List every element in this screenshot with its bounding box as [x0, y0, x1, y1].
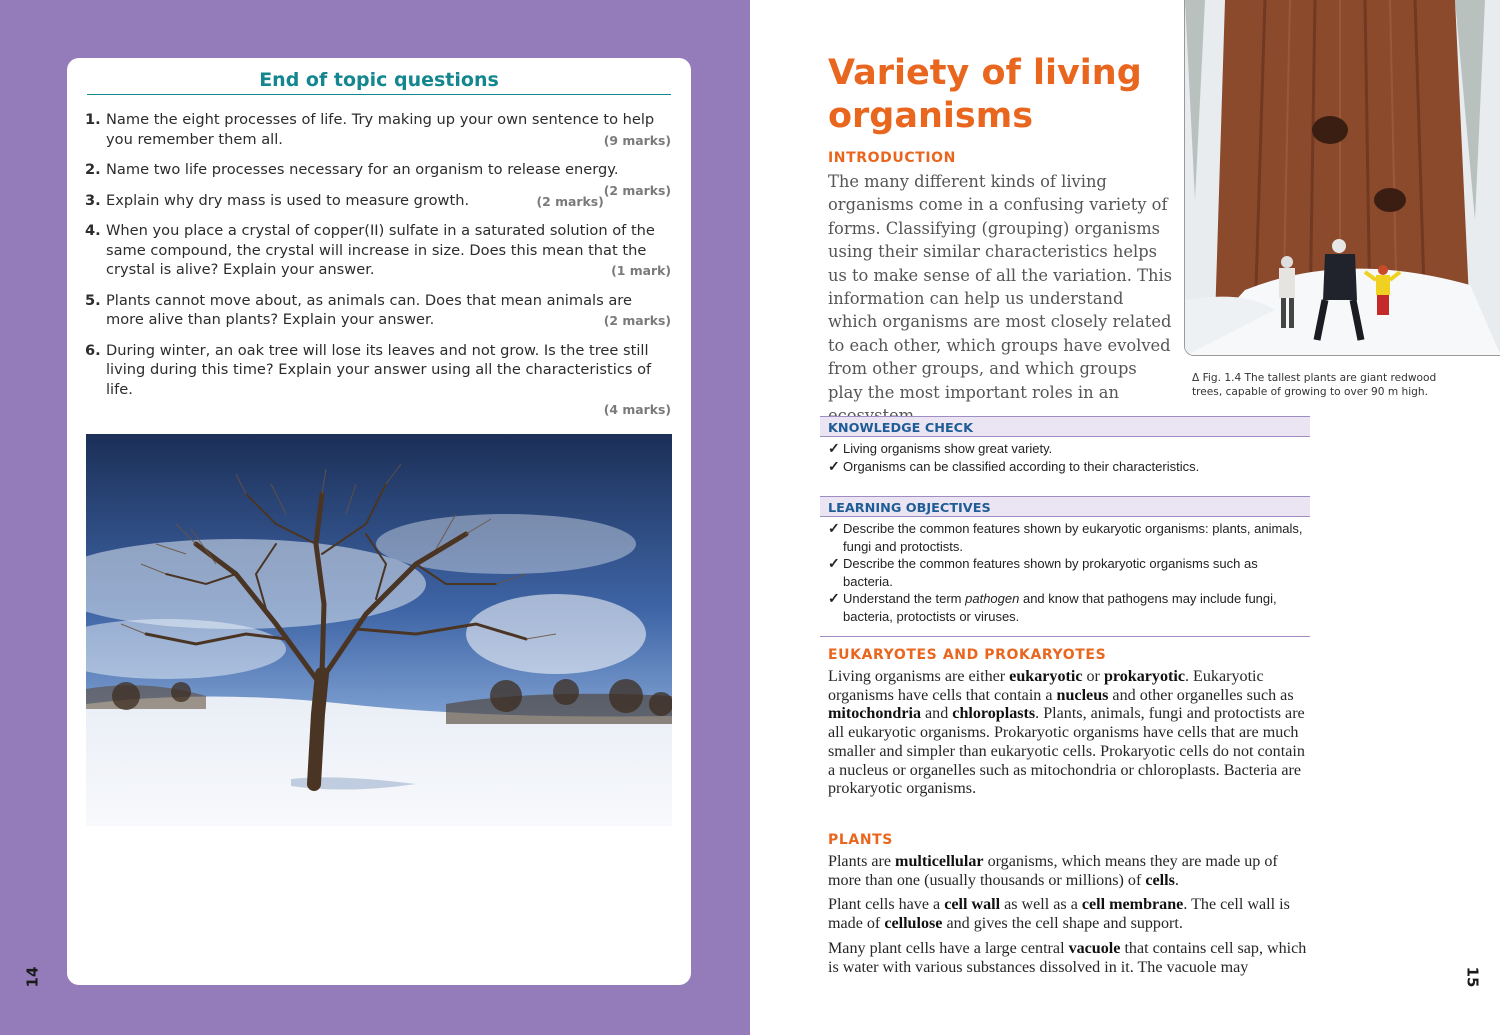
check-icon: ✓	[828, 440, 840, 456]
plants-text: Plants are multicellular organisms, which means they are made up of more than one (usually thousands or millions) of cells. Plant cells have a cell wall as well as a cell membrane. The cell wall is made of cellulose and gives the cell shape and support. Many plant cells have a large central vacuole that contains cell sap, which is water with various substances dissolved in it. The vacuole may	[828, 853, 1307, 976]
introduction-heading: INTRODUCTION	[828, 150, 956, 166]
list-item-text: Living organisms show great variety.	[843, 441, 1053, 456]
question-item	[87, 191, 671, 211]
question-text: Plants cannot move about, as animals can. Does that mean animals are more alive than plants? Explain your answer.	[106, 291, 632, 328]
list-item-text: Organisms can be classified according to their characteristics.	[843, 458, 1200, 474]
plants-heading: PLANTS	[828, 832, 893, 848]
check-icon: ✓	[828, 590, 840, 606]
question-list	[87, 110, 671, 431]
check-icon: ✓	[828, 520, 840, 536]
learning-objectives-box	[820, 496, 1310, 637]
question-text: Name two life processes necessary for an organism to release energy.	[106, 161, 619, 178]
check-icon: ✓	[828, 457, 840, 474]
question-number: 4.	[85, 222, 101, 239]
page-number-right: 15	[1463, 966, 1482, 988]
question-item	[87, 341, 671, 420]
question-item	[87, 110, 671, 149]
question-text: When you place a crystal of copper(II) sulfate in a saturated solution of the same compound, the crystal will increase in size. Does this mean that the crystal is alive? Explain your answer.	[106, 222, 655, 278]
list-item	[828, 520, 1310, 555]
knowledge-check-list	[820, 437, 1310, 475]
question-text: Name the eight processes of life. Try making up your own sentence to help you remember them all.	[106, 111, 655, 148]
list-item-text: Understand the term pathogen and know that pathogens may include fungi, bacteria, protoctists or viruses.	[843, 591, 1277, 624]
question-marks: (4 marks)	[603, 402, 671, 417]
question-marks: (2 marks)	[536, 193, 604, 209]
question-marks: (2 marks)	[603, 182, 671, 198]
list-item	[828, 590, 1310, 625]
term-pathogen: pathogen	[965, 591, 1020, 606]
question-marks: (9 marks)	[603, 132, 671, 148]
figure-caption: Δ Fig. 1.4 The tallest plants are giant redwood trees, capable of growing to over 90 m high.	[1192, 372, 1437, 398]
knowledge-check-box	[820, 416, 1310, 475]
page-number-left: 14	[23, 966, 42, 988]
title-divider	[87, 94, 671, 95]
eukaryotes-heading: EUKARYOTES AND PROKARYOTES	[828, 647, 1107, 663]
question-text: Explain why dry mass is used to measure growth.	[106, 191, 470, 209]
question-number: 6.	[85, 341, 101, 359]
redwood-tree-photo	[1184, 0, 1500, 356]
question-text: During winter, an oak tree will lose its leaves and not grow. Is the tree still living during this time? Explain your answer using all the characteristics of life.	[106, 341, 652, 398]
question-number: 3.	[85, 191, 101, 209]
introduction-text: The many different kinds of living organisms come in a confusing variety of forms. Classifying (grouping) organisms using their similar characteristics helps us to make sense of all the variation. This information can help us understand which organisms are most closely related to each other, which groups have evolved from other groups, and which groups play the most important roles in an	[828, 172, 1173, 402]
box-divider	[820, 636, 1310, 637]
question-item	[85, 160, 671, 198]
learning-objectives-list	[820, 517, 1310, 625]
list-item-text: Describe the common features shown by eukaryotic organisms: plants, animals, fungi and protoctists.	[843, 521, 1303, 554]
page-title: Variety of living organisms	[828, 53, 1142, 136]
question-item	[87, 221, 671, 280]
list-item	[828, 440, 1310, 458]
check-icon: ✓	[828, 555, 840, 571]
question-item	[87, 291, 671, 330]
list-item	[828, 555, 1310, 590]
question-number: 1.	[85, 111, 101, 128]
list-item-text: Describe the common features shown by prokaryotic organisms such as bacteria.	[843, 556, 1258, 589]
end-of-topic-title: End of topic questions	[259, 69, 499, 91]
question-number: 5.	[85, 291, 101, 309]
oak-tree-photo	[86, 434, 672, 826]
knowledge-check-heading: KNOWLEDGE CHECK	[820, 416, 1310, 437]
question-number: 2.	[85, 161, 101, 178]
end-of-topic-card	[67, 58, 691, 985]
list-item	[828, 458, 1310, 476]
question-marks: (2 marks)	[603, 313, 671, 328]
question-marks: (1 mark)	[611, 263, 671, 278]
learning-objectives-heading: LEARNING OBJECTIVES	[820, 496, 1310, 517]
eukaryotes-text: Living organisms are either eukaryotic or prokaryotic. Eukaryotic organisms have cells that contain a nucleus and other organelles such as mitochondria and chloroplasts. Plants, animals, fungi and protoctists are all eukaryotic organisms. Prokaryotic organisms have cells that are much smaller and simpler than eukaryotic cells. Prokaryotic cells do not contain a nucleus or organelles such as mitochondria or chloroplasts. Bacteria are prokaryotic organisms.	[828, 668, 1305, 798]
